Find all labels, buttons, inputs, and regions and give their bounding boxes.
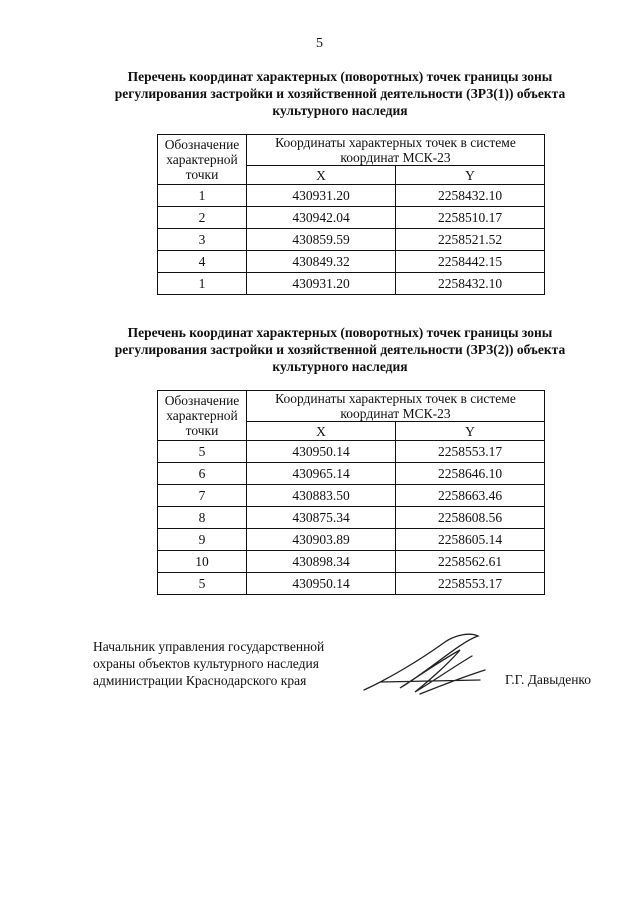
table-row <box>158 251 545 273</box>
header-x: X <box>247 422 396 441</box>
cell-x: 430898.34 <box>247 551 396 573</box>
cell-y: 2258553.17 <box>396 573 545 595</box>
section-2-title-line: регулирования застройки и хозяйственной деятельности (ЗРЗ(2)) объекта <box>114 342 566 357</box>
cell-point: 5 <box>158 573 247 595</box>
header-x: X <box>247 166 396 185</box>
cell-x: 430875.34 <box>247 507 396 529</box>
cell-x: 430931.20 <box>247 185 396 207</box>
cell-x: 430950.14 <box>247 441 396 463</box>
cell-point: 6 <box>158 463 247 485</box>
handwritten-signature <box>360 630 490 700</box>
cell-y: 2258510.17 <box>396 207 545 229</box>
header-text: Обозначение <box>164 393 240 408</box>
cell-x: 430859.59 <box>247 229 396 251</box>
cell-point: 8 <box>158 507 247 529</box>
table-row <box>158 529 545 551</box>
cell-point: 10 <box>158 551 247 573</box>
coordinates-table-2 <box>157 390 545 595</box>
cell-y: 2258646.10 <box>396 463 545 485</box>
header-text: Координаты характерных точек в системе <box>275 391 516 406</box>
table-row <box>158 185 545 207</box>
signatory-position-line: Начальник управления государственной <box>93 639 325 654</box>
cell-x: 430903.89 <box>247 529 396 551</box>
header-text: точки <box>185 167 219 182</box>
header-text: точки <box>185 423 219 438</box>
cell-y: 2258442.15 <box>396 251 545 273</box>
table-row <box>158 441 545 463</box>
header-text: Обозначение <box>164 137 240 152</box>
cell-x: 430849.32 <box>247 251 396 273</box>
cell-y: 2258608.56 <box>396 507 545 529</box>
header-text: характерной <box>166 408 238 423</box>
cell-point: 1 <box>158 273 247 295</box>
cell-x: 430950.14 <box>247 573 396 595</box>
header-y: Y <box>396 422 545 441</box>
cell-x: 430965.14 <box>247 463 396 485</box>
header-coordinates-system <box>247 391 545 422</box>
header-text: характерной <box>166 152 238 167</box>
section-1-title-line: Перечень координат характерных (поворотных) точек границы зоны <box>127 69 553 84</box>
table-row <box>158 229 545 251</box>
section-2-title <box>60 324 620 375</box>
signer-name: Г.Г. Давыденко <box>505 672 592 687</box>
table-row <box>158 485 545 507</box>
header-text: координат МСК-23 <box>340 406 451 421</box>
cell-x: 430942.04 <box>247 207 396 229</box>
cell-point: 2 <box>158 207 247 229</box>
header-point-designation <box>158 135 247 185</box>
cell-point: 5 <box>158 441 247 463</box>
header-y: Y <box>396 166 545 185</box>
cell-y: 2258663.46 <box>396 485 545 507</box>
header-point-designation <box>158 391 247 441</box>
cell-x: 430883.50 <box>247 485 396 507</box>
table-row <box>158 507 545 529</box>
signatory-position-line: охраны объектов культурного наследия <box>93 656 319 671</box>
cell-x: 430931.20 <box>247 273 396 295</box>
page-number: 5 <box>316 36 323 51</box>
cell-point: 4 <box>158 251 247 273</box>
header-text: Координаты характерных точек в системе <box>275 135 516 150</box>
section-1-title-line: культурного наследия <box>272 103 408 118</box>
cell-point: 1 <box>158 185 247 207</box>
table-row <box>158 551 545 573</box>
table-row <box>158 463 545 485</box>
section-1-title-line: регулирования застройки и хозяйственной деятельности (ЗРЗ(1)) объекта <box>114 86 566 101</box>
section-1-title <box>60 68 620 119</box>
cell-y: 2258432.10 <box>396 185 545 207</box>
signatory-position <box>93 638 324 689</box>
section-2-title-line: культурного наследия <box>272 359 408 374</box>
cell-y: 2258521.52 <box>396 229 545 251</box>
table-row <box>158 207 545 229</box>
cell-y: 2258553.17 <box>396 441 545 463</box>
coordinates-table-1 <box>157 134 545 295</box>
cell-y: 2258432.10 <box>396 273 545 295</box>
section-2-title-line: Перечень координат характерных (поворотных) точек границы зоны <box>127 325 553 340</box>
table-row <box>158 273 545 295</box>
header-coordinates-system <box>247 135 545 166</box>
header-text: координат МСК-23 <box>340 150 451 165</box>
cell-y: 2258562.61 <box>396 551 545 573</box>
signatory-position-line: администрации Краснодарского края <box>93 673 307 688</box>
cell-point: 3 <box>158 229 247 251</box>
cell-y: 2258605.14 <box>396 529 545 551</box>
cell-point: 7 <box>158 485 247 507</box>
cell-point: 9 <box>158 529 247 551</box>
table-row <box>158 573 545 595</box>
